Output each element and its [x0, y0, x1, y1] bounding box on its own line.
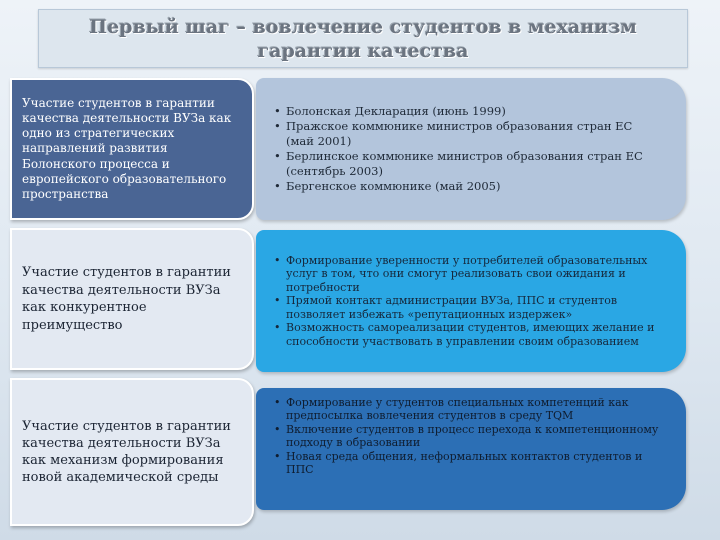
row-3-left-text: Участие студентов в гарантии качества деятельности ВУЗа как механизм формирования новой академической среды	[22, 418, 231, 486]
row-1-left-text: Участие студентов в гарантии качества деятельности ВУЗа как одно из стратегических направлений развития Болонского процесса и европейского образовательного пространства	[22, 95, 232, 201]
row-2-right-box	[256, 230, 686, 372]
bullet-icon: •	[274, 104, 281, 118]
bullet-item: • Формирование уверенности у потребителей образовательных услуг в том, что они смогут реализовать свои ожидания и потребности	[274, 254, 648, 294]
row-2-left-text: Участие студентов в гарантии качества деятельности ВУЗа как конкурентное преимущество	[22, 265, 231, 333]
bullet-icon: •	[274, 396, 281, 409]
slide-title: Первый шаг – вовлечение студентов в механизм гарантии качества	[89, 15, 637, 62]
row-3-left-box	[10, 378, 254, 526]
slide-title-box	[38, 9, 688, 68]
bullet-icon: •	[274, 254, 281, 268]
bullet-item: • Прямой контакт администрации ВУЗа, ППС и студентов позволяет избежать «репутационных издержек»	[274, 294, 618, 321]
bullet-icon: •	[274, 179, 281, 193]
row-3-bullet-list	[274, 396, 662, 476]
row-1-left-box	[10, 78, 254, 220]
row-1-bullet-list	[274, 104, 662, 194]
row-2-left-box	[10, 228, 254, 370]
bullet-item: • Формирование у студентов специальных компетенций как предпосылка вовлечения студентов в среду TQM	[274, 396, 629, 423]
bullet-item: • Возможность самореализации студентов, имеющих желание и способности участвовать в управлении своим образованием	[274, 321, 655, 348]
row-1-right-box	[256, 78, 686, 220]
bullet-icon: •	[274, 422, 281, 436]
bullet-icon: •	[274, 149, 281, 163]
bullet-item: • Бергенское коммюнике (май 2005)	[274, 179, 501, 193]
bullet-icon: •	[274, 119, 281, 133]
bullet-icon: •	[274, 294, 281, 308]
bullet-item: • Пражское коммюнике министров образования стран ЕС (май 2001)	[274, 119, 633, 148]
bullet-item: • Болонская Декларация (июнь 1999)	[274, 104, 506, 118]
row-2-bullet-list	[274, 254, 662, 348]
bullet-item: • Включение студентов в процесс перехода к компетенционному подходу в образовании	[274, 422, 659, 450]
bullet-item: • Берлинское коммюнике министров образования стран ЕС (сентябрь 2003)	[274, 149, 643, 178]
bullet-icon: •	[274, 321, 281, 335]
bullet-item: • Новая среда общения, неформальных контактов студентов и ППС	[274, 449, 643, 477]
bullet-icon: •	[274, 449, 281, 463]
row-3-right-box	[256, 388, 686, 510]
